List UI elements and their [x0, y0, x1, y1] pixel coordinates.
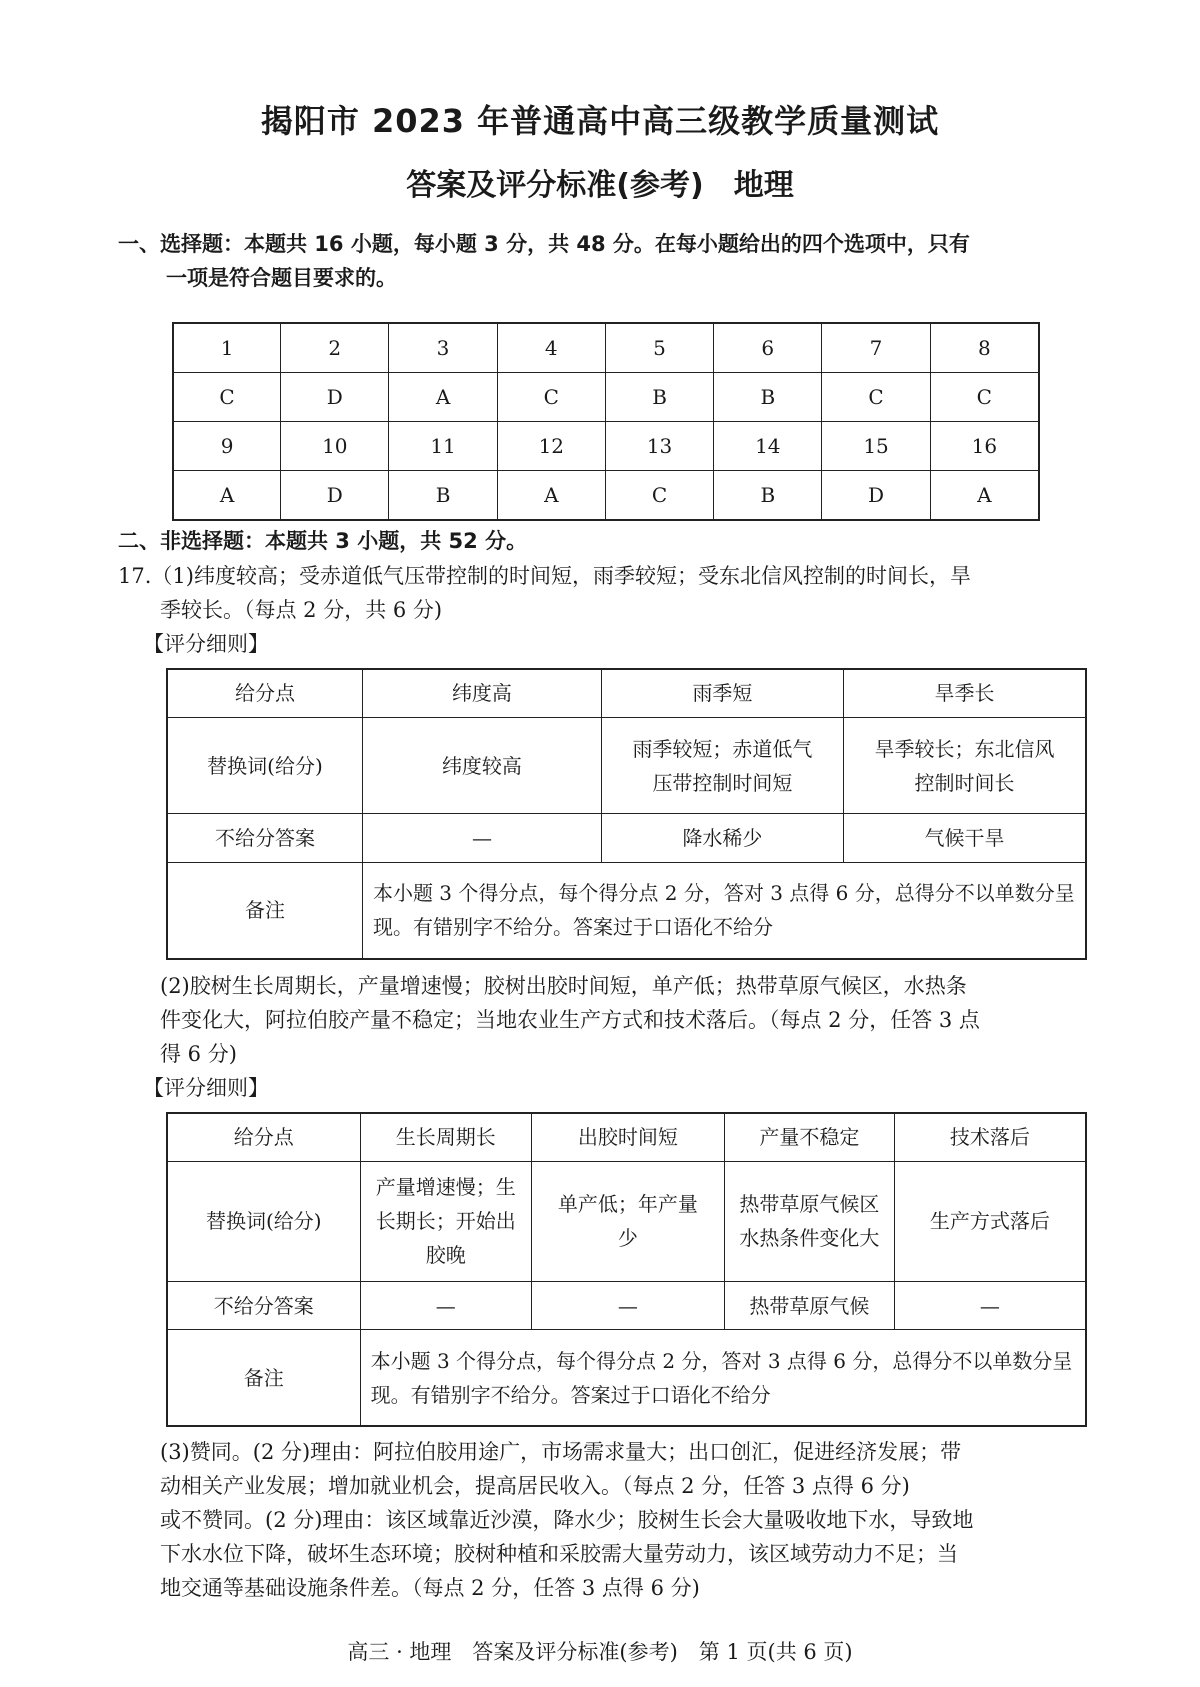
q17-part3-text-cont: 地交通等基础设施条件差。（每点 2 分，任答 3 点得 6 分) [160, 1576, 700, 1600]
q17-part3-text-cont: 下水水位下降，破坏生态环境；胶树种植和采胶需大量劳动力，该区域劳动力不足；当 [160, 1542, 958, 1566]
page-footer: 高三 · 地理 答案及评分标准(参考) 第 1 页(共 6 页) [347, 1640, 853, 1664]
answer-cell: D [822, 471, 930, 521]
question-number: 12 [497, 422, 605, 471]
table-cell: 雨季较短；赤道低气压带控制时间短 [601, 717, 843, 814]
answer-cell: B [714, 471, 822, 521]
q17-part3-text-cont: 动相关产业发展；增加就业机会，提高居民收入。（每点 2 分，任答 3 点得 6 分) [160, 1474, 910, 1498]
scoring-detail-label: 【评分细则】 [143, 1076, 269, 1100]
answer-cell: D [281, 471, 389, 521]
row-label: 替换词(给分) [167, 717, 362, 814]
page-subtitle: 答案及评分标准(参考) 地理 [406, 168, 794, 203]
question-number: 10 [281, 422, 389, 471]
table-row [173, 422, 1039, 471]
question-number: 11 [389, 422, 497, 471]
table-row [167, 862, 1086, 959]
q17-part2-text: (2)胶树生长周期长，产量增速慢；胶树出胶时间短，单产低；热带草原气候区，水热条 [160, 974, 967, 998]
answer-cell: B [605, 373, 713, 422]
question-number: 3 [389, 323, 497, 373]
table-cell: 旱季较长；东北信风控制时间长 [843, 717, 1086, 814]
table-cell: 产量增速慢；生长期长；开始出胶晚 [360, 1161, 531, 1281]
table-header-cell: 旱季长 [843, 669, 1086, 717]
question-number: 9 [173, 422, 281, 471]
table-row [167, 717, 1086, 814]
table-cell: 单产低；年产量少 [531, 1161, 724, 1281]
answer-table [172, 322, 1040, 521]
table-row [167, 1330, 1086, 1426]
q17-part1-text-cont: 季较长。（每点 2 分，共 6 分) [160, 598, 443, 622]
table-cell: 纬度较高 [362, 717, 601, 814]
table-cell: — [360, 1282, 531, 1330]
scoring-table-1 [166, 668, 1087, 960]
row-label: 备注 [167, 1330, 360, 1426]
table-row [167, 669, 1086, 717]
answer-cell: C [605, 471, 713, 521]
question-number: 13 [605, 422, 713, 471]
table-cell: — [894, 1282, 1086, 1330]
table-row [167, 1113, 1086, 1161]
row-label: 备注 [167, 862, 362, 959]
table-row [167, 1161, 1086, 1281]
question-number: 16 [930, 422, 1039, 471]
scoring-table-2 [166, 1112, 1087, 1427]
q17-part3-text: (3)赞同。(2 分)理由：阿拉伯胶用途广，市场需求量大；出口创汇，促进经济发展；带 [160, 1440, 962, 1464]
table-header-cell: 给分点 [167, 669, 362, 717]
question-number: 5 [605, 323, 713, 373]
q17-part2-text-cont: 件变化大，阿拉伯胶产量不稳定；当地农业生产方式和技术落后。（每点 2 分，任答 3 点 [160, 1008, 980, 1032]
table-row [167, 1282, 1086, 1330]
table-row [173, 323, 1039, 373]
answer-cell: C [497, 373, 605, 422]
answer-cell: C [930, 373, 1039, 422]
row-label: 不给分答案 [167, 814, 362, 862]
table-cell: 生产方式落后 [894, 1161, 1086, 1281]
table-cell: 气候干旱 [843, 814, 1086, 862]
table-header-cell: 纬度高 [362, 669, 601, 717]
section2-heading: 二、非选择题：本题共 3 小题，共 52 分。 [118, 529, 528, 553]
answer-cell: A [389, 373, 497, 422]
answer-cell: D [281, 373, 389, 422]
answer-cell: A [173, 471, 281, 521]
row-label: 替换词(给分) [167, 1161, 360, 1281]
page-title: 揭阳市 2023 年普通高中高三级教学质量测试 [260, 102, 940, 140]
section1-heading-cont: 一项是符合题目要求的。 [166, 266, 397, 290]
row-label: 不给分答案 [167, 1282, 360, 1330]
note-cell: 本小题 3 个得分点，每个得分点 2 分，答对 3 点得 6 分，总得分不以单数分呈现。有错别字不给分。答案过于口语化不给分 [362, 862, 1086, 959]
question-number: 4 [497, 323, 605, 373]
table-header-cell: 出胶时间短 [531, 1113, 724, 1161]
question-number: 15 [822, 422, 930, 471]
table-header-cell: 给分点 [167, 1113, 360, 1161]
answer-cell: B [714, 373, 822, 422]
table-row [173, 471, 1039, 521]
table-header-cell: 技术落后 [894, 1113, 1086, 1161]
question-number: 1 [173, 323, 281, 373]
table-header-cell: 生长周期长 [360, 1113, 531, 1161]
q17-part3-text-cont: 或不赞同。(2 分)理由：该区域靠近沙漠，降水少；胶树生长会大量吸收地下水，导致地 [160, 1508, 974, 1532]
table-header-cell: 雨季短 [601, 669, 843, 717]
table-cell: — [362, 814, 601, 862]
question-number: 6 [714, 323, 822, 373]
question-number: 14 [714, 422, 822, 471]
table-cell: — [531, 1282, 724, 1330]
answer-cell: A [930, 471, 1039, 521]
table-row [167, 814, 1086, 862]
question-number: 2 [281, 323, 389, 373]
table-header-cell: 产量不稳定 [724, 1113, 894, 1161]
note-cell: 本小题 3 个得分点，每个得分点 2 分，答对 3 点得 6 分，总得分不以单数分呈现。有错别字不给分。答案过于口语化不给分 [360, 1330, 1086, 1426]
question-number: 8 [930, 323, 1039, 373]
answer-cell: B [389, 471, 497, 521]
table-cell: 降水稀少 [601, 814, 843, 862]
table-cell: 热带草原气候 [724, 1282, 894, 1330]
question-number: 7 [822, 323, 930, 373]
scoring-detail-label: 【评分细则】 [143, 632, 269, 656]
q17-part1-text: 17.（1)纬度较高；受赤道低气压带控制的时间短，雨季较短；受东北信风控制的时间长，旱 [118, 564, 971, 588]
section1-heading: 一、选择题：本题共 16 小题，每小题 3 分，共 48 分。在每小题给出的四个选项中，只有 [118, 232, 970, 256]
table-row [173, 373, 1039, 422]
answer-cell: C [173, 373, 281, 422]
answer-cell: C [822, 373, 930, 422]
q17-part2-text-cont: 得 6 分) [160, 1042, 237, 1066]
table-cell: 热带草原气候区水热条件变化大 [724, 1161, 894, 1281]
answer-cell: A [497, 471, 605, 521]
